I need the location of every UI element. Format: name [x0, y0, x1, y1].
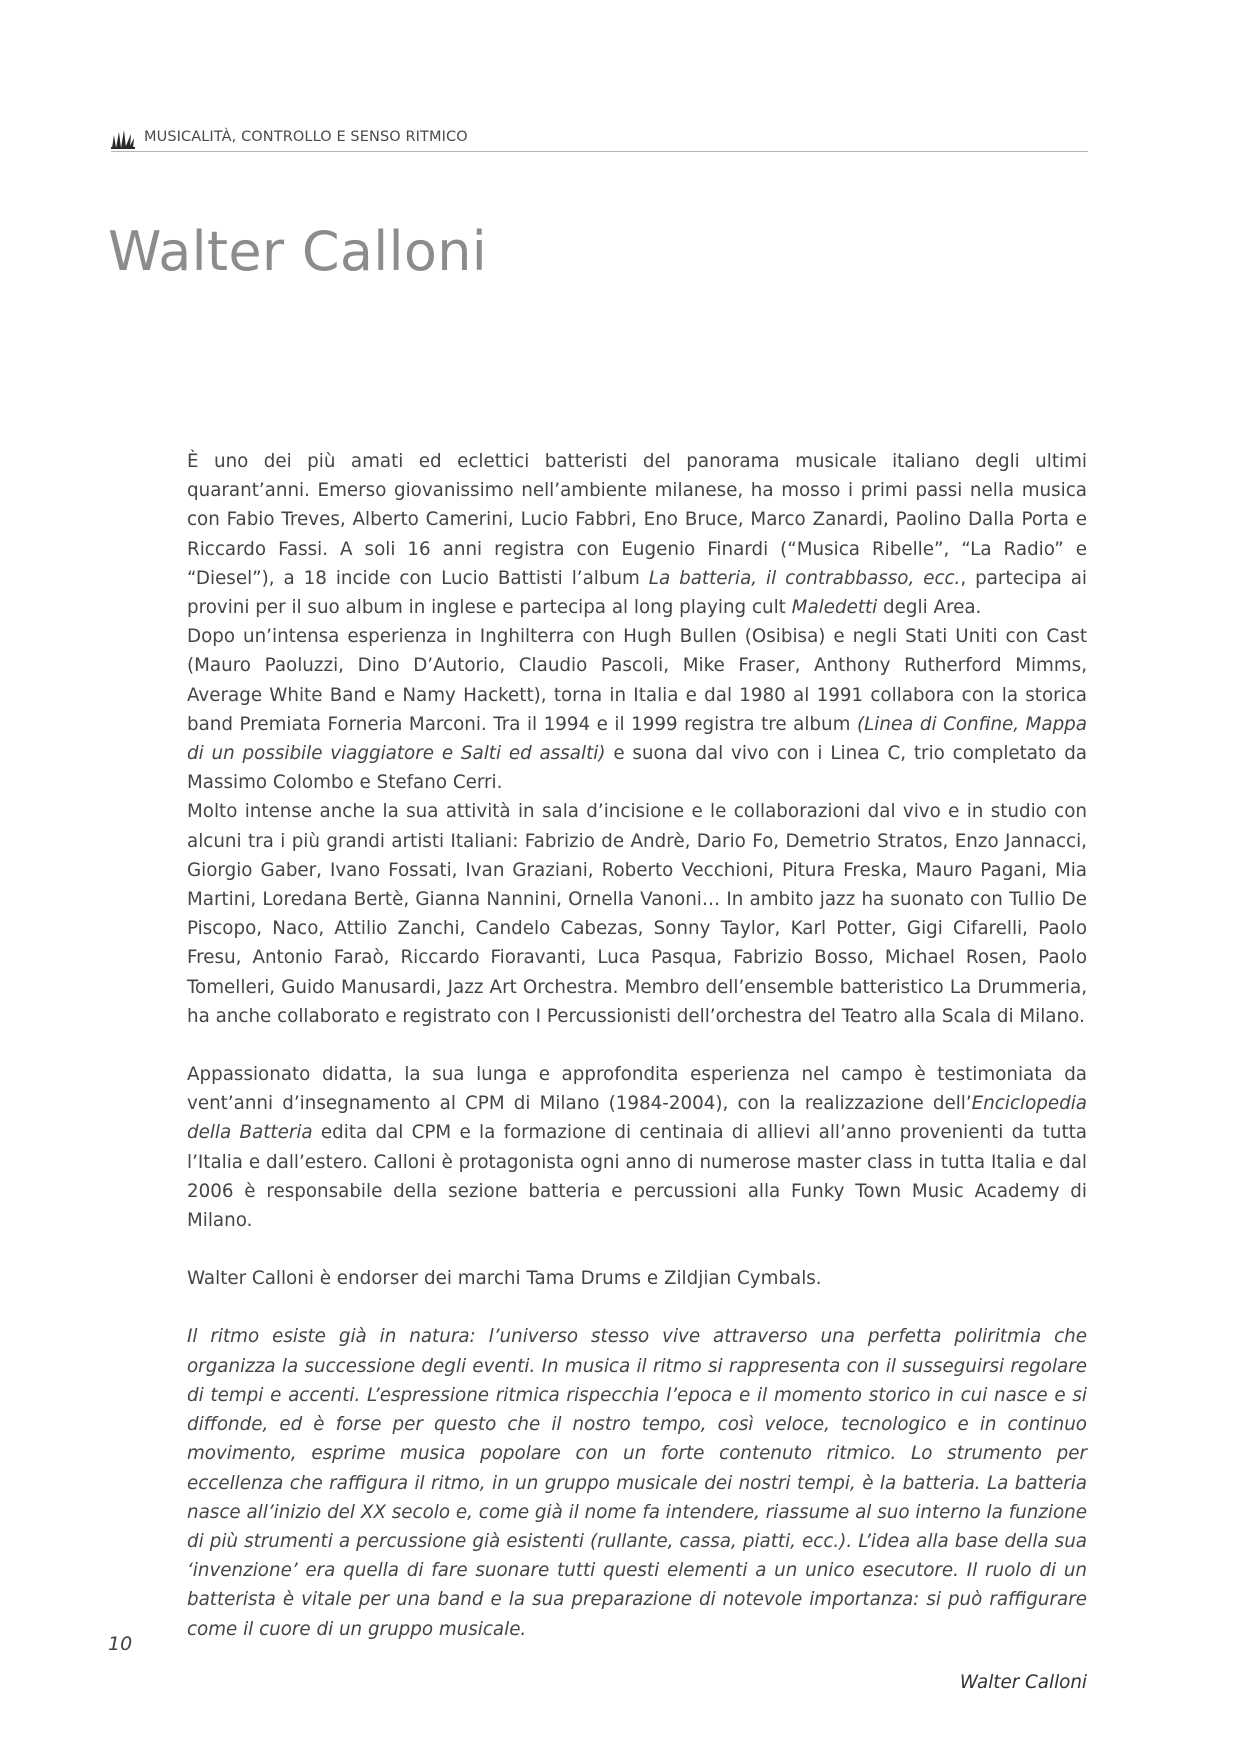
stylized-grass-logo-icon [111, 127, 135, 149]
bio-text: degli Area. [877, 597, 982, 619]
album-title: Maledetti [791, 597, 878, 619]
album-titles: (Linea di Confine, Mappa di un possibile viaggiatore e Salti ed assalti) [187, 713, 1087, 765]
running-header [111, 127, 1088, 152]
bio-paragraph-early-career [187, 447, 1087, 622]
section-title: MUSICALITÀ, CONTROLLO E SENSO RITMICO [144, 129, 468, 145]
bio-text: Dopo un’intensa esperienza in Inghilterra con Hugh Bullen (Osibisa) e negli Stati Uniti con Cast (Mauro Paoluzzi, Dino D’Autorio, Claudio Pascoli, Mike Fraser, Anthony Rutherford Mimms, Average White Band e Namy Hackett), torna in Italia e dal 1980 al 1991 collabora con la storica band Premiata Forneria Marconi. Tra il 1994 e il 1999 registra tre album [187, 626, 1087, 735]
bio-paragraph-collaborations: Molto intense anche la sua attività in sala d’incisione e le collaborazioni dal vivo e in studio con alcuni tra i più grandi artisti Italiani: Fabrizio de Andrè, Dario Fo, Demetrio Stratos, Enzo Jannacci, Giorgio Gaber, Ivano Fossati, Ivan Graziani, Roberto Vecchioni, Pitura Freska, Mauro Pagani, Mia Martini, Loredana Bertè, Gianna Nannini, Ornella Vanoni… In ambito jazz ha suonato con Tullio De Piscopo, Naco, Attilio Zanchi, Candelo Cabezas, Sonny Taylor, Karl Potter, Gigi Cifarelli, Paolo Fresu, Antonio Faraò, Riccardo Fioravanti, Luca Pasqua, Fabrizio Bosso, Michael Rosen, Paolo Tomelleri, Guido Manusardi, Jazz Art Orchestra. Membro dell’ensemble batteristico La Drummeria, ha anche collaborato e registrato con I Percussionisti dell’orchestra del Teatro alla Scala di Milano. [187, 801, 1087, 1027]
signature: Walter Calloni [959, 1671, 1087, 1693]
album-title: La batteria, il contrabbasso, ecc. [648, 567, 961, 589]
bio-paragraph-endorsements: Walter Calloni è endorser dei marchi Tama Drums e Zildjian Cymbals. [187, 1268, 822, 1290]
bio-text: Appassionato didatta, la sua lunga e approfondita esperienza nel campo è testimoniata da vent’anni d’insegnamento al CPM di Milano (1984-2004), con la realizzazione dell’ [187, 1064, 1087, 1115]
bio-text: È uno dei più amati ed eclettici batteristi del panorama musicale italiano degli ultimi quarant’anni. Emerso giovanissimo nell’ambiente milanese, ha mosso i primi passi nella musica con Fabio Treves, Alberto Camerini, Lucio Fabbri, Eno Bruce, Marco Zanardi, Paolino Dalla Porta e Riccardo Fassi. A soli 16 anni registra con Eugenio Finardi (“Musica Ribelle”, “La Radio” e “Diesel”), a 18 incide con Lucio Battisti l’album [187, 451, 1087, 589]
book-title: Enciclopedia della Batteria [187, 1093, 1087, 1144]
bio-text: , partecipa ai provini per il suo album in inglese e partecipa al long playing cult [187, 567, 1087, 619]
bio-paragraph-teaching [187, 1060, 1087, 1235]
quote-paragraph: Il ritmo esiste già in natura: l’universo stesso vive attraverso una perfetta poliritmia che organizza la successione degli eventi. In musica il ritmo si rappresenta con il susseguirsi regolare di tempi e accenti. L’espressione ritmica rispecchia l’epoca e il momento storico in cui nasce e si diffonde, ed è forse per questo che il nostro tempo, così veloce, tecnologico e in continuo movimento, esprime musica popolare con un forte contenuto ritmico. Lo strumento per eccellenza che raffigura il ritmo, in un gruppo musicale dei nostri tempi, è la batteria. La batteria nasce all’inizio del XX secolo e, come già il nome fa intendere, riassume al suo interno la funzione di più strumenti a percussione già esistenti (rullante, cassa, piatti, ecc.). L’idea alla base della sua ‘invenzione’ era quella di fare suonare tutti questi elementi a un unico esecutore. Il ruolo di un batterista è vitale per una band e la sua preparazione di notevole importanza: si può raffigurare come il cuore di un gruppo musicale. [187, 1326, 1087, 1640]
bio-text: edita dal CPM e la formazione di centinaia di allievi all’anno provenienti da tutta l’Italia e dall’estero. Calloni è protagonista ogni anno di numerose master class in tutta Italia e dal 2006 è responsabile della sezione batteria e percussioni alla Funky Town Music Academy di Milano. [187, 1122, 1087, 1232]
page-number: 10 [108, 1633, 133, 1655]
bio-paragraph-international [187, 622, 1087, 797]
page-title: Walter Calloni [108, 220, 488, 283]
bio-text: e suona dal vivo con i Linea C, trio completato da Massimo Colombo e Stefano Cerri. [187, 743, 1088, 794]
article-body [187, 447, 1087, 1697]
